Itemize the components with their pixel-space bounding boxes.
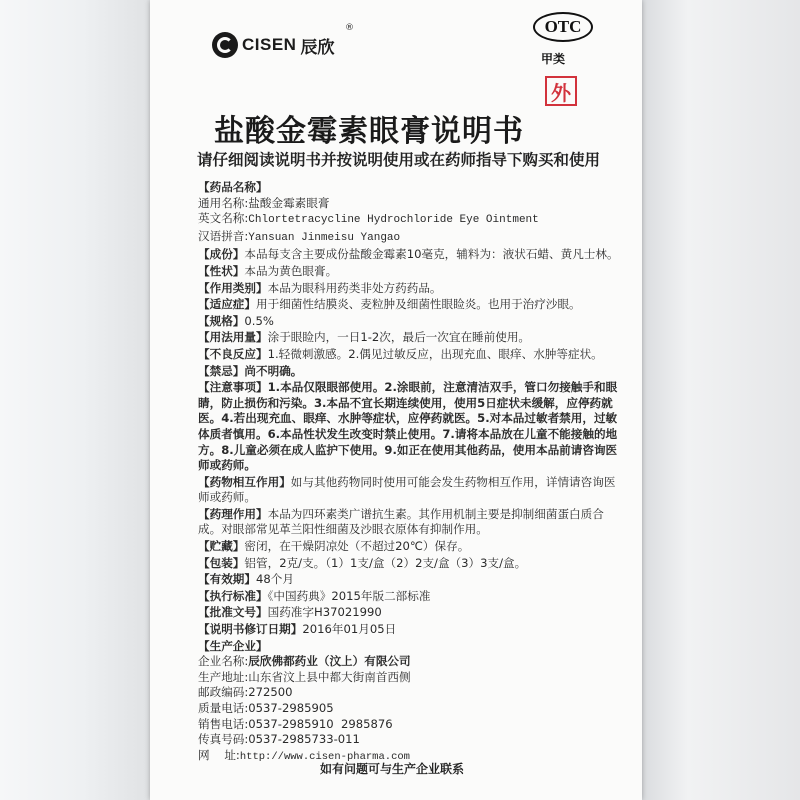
background-right — [640, 0, 800, 800]
section-spec — [198, 314, 626, 330]
section-storage — [198, 539, 626, 555]
section-text: 国药准字H37021990 — [267, 605, 382, 620]
section-pharmacology — [198, 507, 626, 538]
section-header: 【 用法用量 】 — [198, 330, 268, 344]
document-subtitle: 请仔细阅读说明书并按说明使用或在药师指导下购买和使用 — [197, 151, 601, 169]
company-name: 辰欣佛都药业（汶上）有限公司 — [248, 654, 411, 669]
section-header: 【 说明书修订日期 】 — [198, 622, 302, 636]
section-header: 【 执行标准 】 — [198, 589, 268, 603]
qc-phone-label: 质量电话: — [198, 701, 249, 715]
section-contraindications — [198, 364, 626, 380]
address-label: 生产地址: — [198, 669, 249, 684]
section-header: 【 注意事项 】 — [198, 380, 268, 394]
section-dosage — [198, 330, 626, 346]
postcode: 272500 — [248, 685, 293, 700]
section-header: 【 不良反应 】 — [198, 347, 268, 361]
section-ingredients — [198, 247, 626, 263]
otc-class-label: 甲类 — [541, 52, 566, 66]
section-header: 【 作用类别 】 — [198, 281, 268, 295]
section-revision-date — [198, 622, 626, 638]
section-text: 本品为黄色眼膏。 — [244, 263, 338, 278]
section-validity — [198, 572, 626, 588]
section-text: 1.本品仅限眼部使用。2.涂眼前，注意清洁双手，管口勿接触手和眼睛，防止损伤和污染。3.本品不宜长期连续使用，使用5日症状未缓解，应停药就医。4.若出现充血、眼痒、水肿等症状，应停药就医。5.对本品过敏者禁用，过敏体质者慎用。6.本品性状发生改变时禁止使用。7.请将本品放在儿童不能接触的地方。8.儿童必须在成人监护下使用。9.如正在使用其他药品，使用本品前请咨询医师或药师。 — [198, 380, 618, 473]
section-interactions — [198, 475, 626, 506]
brand-logo — [212, 23, 354, 60]
qc-phone: 0537-2985905 — [248, 701, 334, 715]
cisen-logo-icon — [212, 32, 238, 58]
section-text: 本品为眼科用药类非处方药药品。 — [267, 280, 442, 295]
generic-name-label: 通用名称: — [198, 195, 249, 210]
section-manufacturer — [198, 639, 626, 766]
fax-number: 0537-2985733-011 — [248, 732, 360, 747]
section-precautions — [198, 380, 626, 474]
section-adverse-reactions — [198, 347, 626, 363]
section-header: 【 禁忌 】 — [198, 364, 244, 378]
brand-name-en: CISEN — [242, 35, 297, 54]
section-header: 【 药品名称 】 — [198, 180, 268, 194]
company-name-label: 企业名称: — [198, 654, 249, 669]
section-header: 【 包装 】 — [198, 556, 244, 570]
section-text: 铝管，2克/支。（1）1支/盒（2）2支/盒（3）3支/盒。 — [244, 555, 527, 570]
section-drug-name — [198, 180, 626, 246]
background-left — [0, 0, 150, 800]
section-header: 【 成份 】 — [198, 247, 244, 261]
section-header: 【 药物相互作用 】 — [198, 475, 291, 489]
section-approval — [198, 605, 626, 621]
fax-label: 传真号码: — [198, 732, 249, 747]
section-text: 1.轻微刺激感。2.偶见过敏反应，出现充血、眼痒、水肿等症状。 — [267, 346, 603, 361]
section-header: 【 有效期 】 — [198, 572, 256, 586]
section-text: 密闭，在干燥阴凉处（不超过20℃）保存。 — [244, 539, 470, 554]
external-use-mark: 外 — [545, 76, 577, 106]
section-header: 【 药理作用 】 — [198, 507, 268, 521]
section-header: 【 生产企业 】 — [198, 639, 268, 653]
section-description — [198, 264, 626, 280]
section-header: 【 性状 】 — [198, 264, 244, 278]
registered-mark: ® — [345, 23, 354, 33]
section-indications — [198, 297, 626, 313]
website: http://www.cisen-pharma.com — [239, 750, 410, 763]
section-header: 【 批准文号 】 — [198, 605, 268, 619]
pinyin-name: Yansuan Jinmeisu Yangao — [248, 231, 401, 244]
english-name: Chlortetracycline Hydrochloride Eye Ointment — [248, 214, 539, 227]
section-text: 0.5% — [244, 313, 274, 328]
address: 山东省汶上县中都大街南首西侧 — [248, 669, 411, 684]
section-text: 涂于眼睑内，一日1-2次，最后一次宜在睡前使用。 — [267, 330, 531, 345]
postcode-label: 邮政编码: — [198, 685, 249, 700]
section-text: 如与其他药物同时使用可能会发生药物相互作用，详情请咨询医师或药师。 — [198, 474, 616, 505]
section-text: 尚不明确。 — [244, 363, 303, 378]
leaflet-body — [198, 180, 626, 766]
section-header: 【 贮藏 】 — [198, 539, 244, 553]
document-title: 盐酸金霉素眼膏说明书 — [214, 114, 524, 149]
pinyin-label: 汉语拼音: — [198, 228, 249, 243]
english-name-label: 英文名称: — [198, 211, 249, 226]
contact-note: 如有问题可与生产企业联系 — [320, 762, 465, 776]
section-header: 【 适应症 】 — [198, 297, 256, 311]
section-text: 2016年01月05日 — [302, 622, 397, 637]
section-text: 48个月 — [256, 572, 294, 587]
section-header: 【 规格 】 — [198, 314, 244, 328]
sales-phone: 0537-2985910 2985876 — [248, 716, 393, 731]
generic-name: 盐酸金霉素眼膏 — [248, 195, 330, 210]
section-text: 本品为四环素类广谱抗生素。其作用机制主要是抑制细菌蛋白质合成。对眼部常见革兰阳性细菌及沙眼衣原体有抑制作用。 — [198, 506, 604, 537]
section-text: 本品每支含主要成份盐酸金霉素10毫克，辅料为：液状石蜡、黄凡士林。 — [244, 247, 619, 262]
website-label: 网 址: — [198, 747, 240, 762]
section-category — [198, 281, 626, 297]
otc-badge: OTC — [533, 12, 593, 42]
section-package — [198, 556, 626, 572]
section-text: 用于细菌性结膜炎、麦粒肿及细菌性眼睑炎。也用于治疗沙眼。 — [256, 297, 581, 312]
section-text: 《中国药典》2015年版二部标准 — [267, 588, 431, 603]
section-standard — [198, 589, 626, 605]
sales-phone-label: 销售电话: — [198, 716, 249, 731]
brand-name-cn: 辰欣 — [300, 37, 335, 58]
